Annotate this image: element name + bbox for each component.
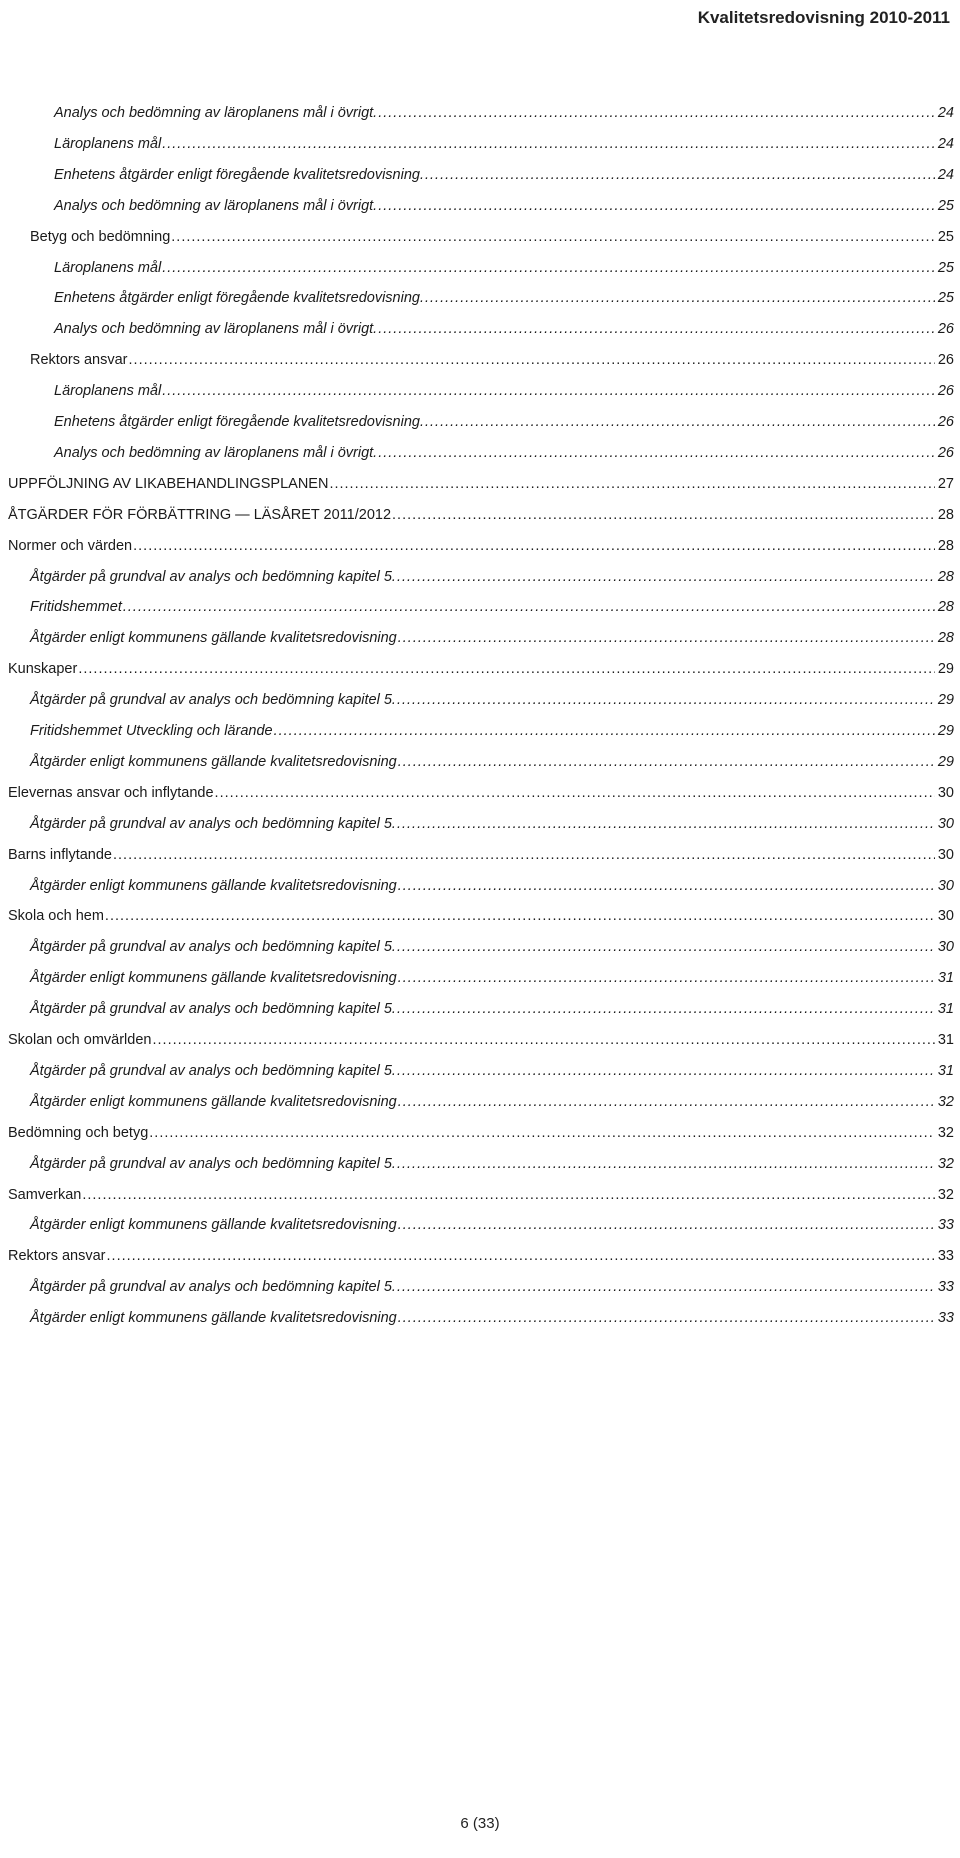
- toc-entry[interactable]: [8, 473, 954, 495]
- toc-entry-page: 27: [937, 475, 954, 492]
- toc-entry-page: 30: [937, 846, 954, 863]
- toc-entry-page: 26: [937, 321, 954, 338]
- toc-entry-page: 31: [937, 1001, 954, 1018]
- toc-entry-page: 28: [937, 506, 954, 523]
- toc-entry-title: Analys och bedömning av läroplanens mål i övrigt.: [54, 444, 378, 461]
- toc-dot-leader: [397, 1153, 935, 1175]
- toc-entry[interactable]: [54, 442, 954, 464]
- toc-entry[interactable]: [8, 844, 954, 866]
- toc-dot-leader: [378, 195, 935, 217]
- toc-entry-title: ÅTGÄRDER FÖR FÖRBÄTTRING — LÄSÅRET 2011/2012: [8, 506, 392, 523]
- toc-entry-title: Läroplanens mål: [54, 259, 162, 276]
- toc-entry[interactable]: [30, 226, 954, 248]
- toc-dot-leader: [398, 1307, 935, 1329]
- toc-entry-title: Analys och bedömning av läroplanens mål i övrigt.: [54, 197, 378, 214]
- toc-entry-title: Åtgärder enligt kommunens gällande kvalitetsredovisning: [30, 970, 397, 987]
- toc-entry[interactable]: [8, 1122, 954, 1144]
- toc-entry-page: 29: [937, 753, 954, 770]
- toc-entry-title: Åtgärder på grundval av analys och bedömning kapitel 5.: [30, 1062, 396, 1079]
- page-number: 6 (33): [460, 1815, 500, 1832]
- toc-entry-page: 31: [937, 1032, 954, 1048]
- toc-entry-title: Åtgärder på grundval av analys och bedömning kapitel 5.: [30, 1279, 396, 1296]
- toc-entry-page: 32: [937, 1186, 954, 1203]
- toc-entry[interactable]: [30, 566, 954, 588]
- toc-entry-title: Åtgärder enligt kommunens gällande kvalitetsredovisning: [30, 877, 397, 894]
- toc-dot-leader: [329, 473, 934, 495]
- toc-entry-page: 33: [937, 1310, 954, 1327]
- toc-entry-page: 28: [937, 537, 954, 554]
- toc-entry[interactable]: [8, 1029, 954, 1051]
- toc-dot-leader: [425, 164, 935, 186]
- toc-dot-leader: [274, 720, 935, 742]
- toc-dot-leader: [397, 689, 935, 711]
- toc-entry[interactable]: [54, 257, 954, 279]
- toc-entry[interactable]: [30, 751, 954, 773]
- toc-entry-title: UPPFÖLJNING AV LIKABEHANDLINGSPLANEN: [8, 475, 329, 492]
- toc-entry-page: 31: [937, 970, 954, 987]
- toc-entry-title: Åtgärder enligt kommunens gällande kvalitetsredovisning: [30, 753, 397, 770]
- toc-entry-page: 25: [937, 197, 954, 214]
- toc-entry-title: Åtgärder på grundval av analys och bedömning kapitel 5.: [30, 692, 396, 709]
- toc-entry-page: 32: [937, 1093, 954, 1110]
- toc-entry[interactable]: [30, 1060, 954, 1082]
- toc-dot-leader: [129, 349, 935, 371]
- toc-entry-title: Analys och bedömning av läroplanens mål i övrigt.: [54, 321, 378, 338]
- toc-entry-title: Enhetens åtgärder enligt föregående kvalitetsredovisning.: [54, 166, 424, 183]
- toc-entry-page: 32: [937, 1124, 954, 1141]
- toc-entry[interactable]: [8, 1245, 954, 1267]
- toc-entry-page: 30: [937, 815, 954, 832]
- toc-entry-title: Åtgärder enligt kommunens gällande kvalitetsredovisning: [30, 630, 397, 647]
- toc-entry[interactable]: [8, 782, 954, 804]
- toc-entry-page: 24: [937, 166, 954, 183]
- toc-dot-leader: [398, 1214, 935, 1236]
- toc-entry-title: Samverkan: [8, 1186, 82, 1203]
- toc-entry[interactable]: [54, 164, 954, 186]
- toc-entry-page: 31: [937, 1062, 954, 1079]
- toc-entry[interactable]: [30, 875, 954, 897]
- toc-entry-title: Enhetens åtgärder enligt föregående kvalitetsredovisning.: [54, 290, 424, 307]
- toc-entry[interactable]: [30, 720, 954, 742]
- toc-entry[interactable]: [8, 535, 954, 557]
- toc-dot-leader: [398, 751, 935, 773]
- toc-entry[interactable]: [30, 936, 954, 958]
- toc-entry-title: Betyg och bedömning: [30, 228, 171, 245]
- toc-entry-title: Skolan och omvärlden: [8, 1032, 152, 1048]
- toc-entry[interactable]: [8, 504, 954, 526]
- toc-entry[interactable]: [54, 318, 954, 340]
- toc-entry-page: 33: [937, 1248, 954, 1265]
- toc-dot-leader: [398, 875, 935, 897]
- toc-entry-page: 24: [937, 105, 954, 121]
- toc-entry-page: 28: [937, 630, 954, 647]
- toc-entry[interactable]: [30, 813, 954, 835]
- toc-dot-leader: [149, 1122, 935, 1144]
- toc-dot-leader: [397, 1276, 935, 1298]
- toc-entry-page: 30: [937, 877, 954, 894]
- toc-entry-page: 29: [937, 723, 954, 739]
- toc-entry[interactable]: [54, 102, 954, 124]
- toc-entry-page: 30: [937, 784, 954, 801]
- toc-entry[interactable]: [30, 349, 954, 371]
- toc-entry-title: Fritidshemmet Utveckling och lärande: [30, 723, 273, 739]
- toc-entry[interactable]: [30, 689, 954, 711]
- toc-entry-page: 28: [937, 599, 954, 616]
- toc-entry-page: 29: [937, 661, 954, 678]
- toc-entry[interactable]: [8, 1184, 954, 1206]
- toc-dot-leader: [397, 1060, 935, 1082]
- toc-entry[interactable]: [54, 133, 954, 155]
- toc-entry-title: Åtgärder på grundval av analys och bedömning kapitel 5.: [30, 568, 396, 585]
- toc-dot-leader: [378, 442, 935, 464]
- toc-entry-title: Enhetens åtgärder enligt föregående kvalitetsredovisning.: [54, 414, 424, 430]
- toc-entry[interactable]: [30, 1091, 954, 1113]
- toc-entry-title: Åtgärder enligt kommunens gällande kvalitetsredovisning: [30, 1310, 397, 1327]
- toc-entry-title: Analys och bedömning av läroplanens mål i övrigt.: [54, 105, 378, 121]
- toc-entry-title: Åtgärder på grundval av analys och bedömning kapitel 5.: [30, 815, 396, 832]
- toc-entry-title: Kunskaper: [8, 661, 78, 678]
- toc-entry[interactable]: [30, 627, 954, 649]
- toc-dot-leader: [425, 411, 935, 433]
- toc-entry-page: 26: [937, 352, 954, 369]
- toc-entry-title: Åtgärder enligt kommunens gällande kvalitetsredovisning: [30, 1217, 397, 1234]
- toc-entry-page: 28: [937, 568, 954, 585]
- toc-entry[interactable]: [30, 1276, 954, 1298]
- toc-entry-page: 33: [937, 1217, 954, 1234]
- toc-entry[interactable]: [8, 658, 954, 680]
- toc-dot-leader: [162, 380, 935, 402]
- toc-entry-page: 24: [937, 135, 954, 152]
- toc-entry[interactable]: [30, 967, 954, 989]
- toc-dot-leader: [397, 813, 935, 835]
- toc-entry-title: Normer och värden: [8, 537, 133, 554]
- toc-entry-page: 26: [937, 444, 954, 461]
- document-header-title: Kvalitetsredovisning 2010-2011: [697, 8, 950, 27]
- toc-entry-title: Skola och hem: [8, 908, 104, 925]
- toc-entry-title: Åtgärder på grundval av analys och bedömning kapitel 5.: [30, 1155, 396, 1172]
- toc-dot-leader: [398, 627, 935, 649]
- toc-dot-leader: [378, 318, 935, 340]
- toc-entry-title: Läroplanens mål: [54, 383, 162, 400]
- toc-dot-leader: [171, 226, 935, 248]
- toc-entry-title: Bedömning och betyg: [8, 1124, 149, 1141]
- toc-dot-leader: [162, 133, 935, 155]
- toc-entry-page: 30: [937, 939, 954, 956]
- toc-entry-title: Rektors ansvar: [30, 352, 128, 369]
- toc-dot-leader: [397, 936, 935, 958]
- toc-entry[interactable]: [30, 596, 954, 618]
- toc-dot-leader: [162, 257, 935, 279]
- toc-entry[interactable]: [54, 411, 954, 433]
- toc-dot-leader: [133, 535, 935, 557]
- toc-dot-leader: [113, 844, 935, 866]
- toc-dot-leader: [425, 287, 935, 309]
- toc-entry-page: 25: [937, 290, 954, 307]
- toc-dot-leader: [398, 1091, 935, 1113]
- toc-entry[interactable]: [30, 1153, 954, 1175]
- toc-entry[interactable]: [30, 1307, 954, 1329]
- toc-entry-title: Åtgärder på grundval av analys och bedömning kapitel 5.: [30, 939, 396, 956]
- toc-dot-leader: [152, 1029, 934, 1051]
- toc-entry-title: Rektors ansvar: [8, 1248, 106, 1265]
- toc-entry-title: Barns inflytande: [8, 846, 112, 863]
- toc-dot-leader: [78, 658, 935, 680]
- toc-entry[interactable]: [54, 380, 954, 402]
- toc-entry-page: 26: [937, 414, 954, 430]
- toc-entry-page: 25: [937, 228, 954, 245]
- toc-dot-leader: [215, 782, 935, 804]
- toc-dot-leader: [105, 905, 935, 927]
- toc-dot-leader: [123, 596, 935, 618]
- toc-dot-leader: [392, 504, 935, 526]
- toc-entry-page: 32: [937, 1155, 954, 1172]
- toc-entry-page: 26: [937, 383, 954, 400]
- toc-entry-title: Fritidshemmet: [30, 599, 122, 616]
- toc-entry-page: 33: [937, 1279, 954, 1296]
- toc-dot-leader: [378, 102, 935, 124]
- toc-entry[interactable]: [54, 287, 954, 309]
- toc-dot-leader: [397, 566, 935, 588]
- toc-entry[interactable]: [30, 1214, 954, 1236]
- toc-entry-page: 25: [937, 259, 954, 276]
- toc-dot-leader: [107, 1245, 935, 1267]
- toc-entry[interactable]: [30, 998, 954, 1020]
- toc-entry-title: Åtgärder på grundval av analys och bedömning kapitel 5.: [30, 1001, 396, 1018]
- toc-entry-title: Åtgärder enligt kommunens gällande kvalitetsredovisning: [30, 1093, 397, 1110]
- toc-entry-title: Läroplanens mål: [54, 135, 162, 152]
- toc-entry-page: 29: [937, 692, 954, 709]
- toc-dot-leader: [82, 1184, 935, 1206]
- toc-entry[interactable]: [8, 905, 954, 927]
- toc-entry[interactable]: [54, 195, 954, 217]
- toc-dot-leader: [398, 967, 935, 989]
- toc-dot-leader: [397, 998, 935, 1020]
- toc-entry-page: 30: [937, 908, 954, 925]
- toc-entry-title: Elevernas ansvar och inflytande: [8, 784, 214, 801]
